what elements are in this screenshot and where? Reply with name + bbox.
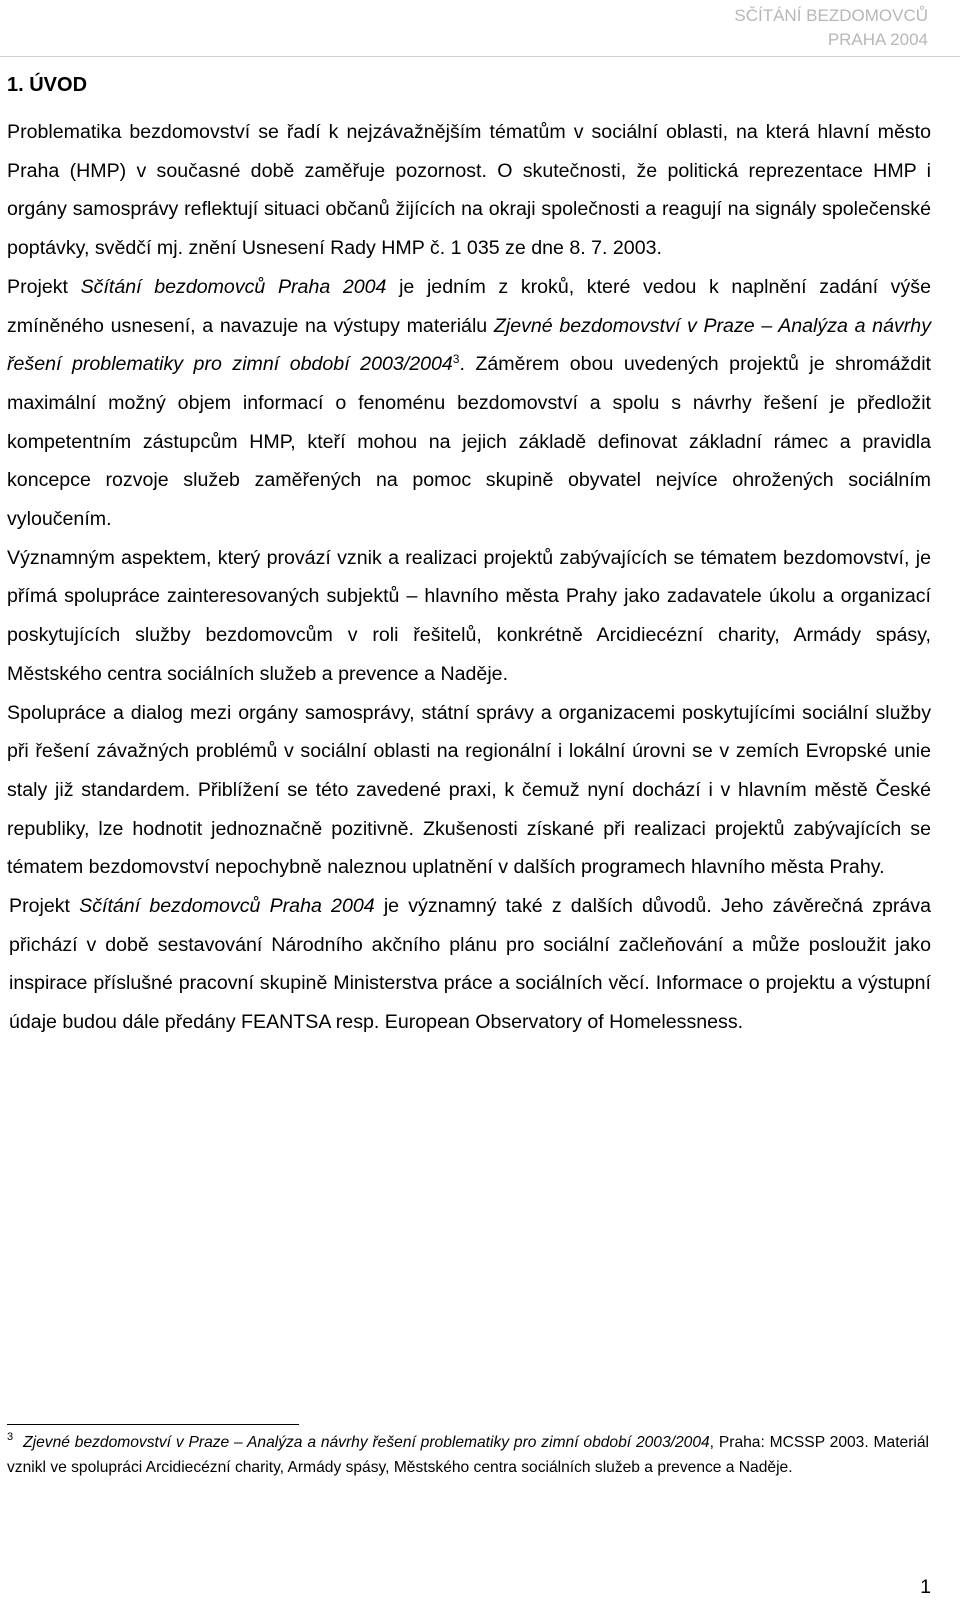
project-title-italic-2: Sčítání bezdomovců Praha 2004 (79, 895, 375, 918)
running-header (734, 4, 928, 52)
paragraph-intro: Problematika bezdomovství se řadí k nejzávažnějším tématům v sociální oblasti, na která hlavní město Praha (HMP) v současné době zaměřuje pozornost. O skutečnosti, že politická reprezentace HMP i orgány samosprávy reflektují situaci občanů žijících na okraji společnosti a reagují na signály společenské poptávky, svědčí mj. znění Usnesení Rady HMP č. 1 035 ze dne 8. 7. 2003. (7, 121, 931, 260)
paragraph-cooperation: Významným aspektem, který provází vznik a realizaci projektů zabývajících se tématem bezdomovství, je přímá spolupráce zainteresovaných subjektů – hlavního města Prahy jako zadavatele úkolu a organizací poskytujících služby bezdomovcům v roli řešitelů, konkrétně Arcidiecézní charity, Armády spásy, Městského centra sociálních služeb a prevence a Naděje. (7, 546, 931, 685)
paragraph-significance-text-a: Projekt (9, 895, 80, 918)
section-title: 1. ÚVOD (7, 74, 88, 96)
footnote (7, 1430, 929, 1480)
footnote-divider (7, 1424, 299, 1425)
running-header-title: SČÍTÁNÍ BEZDOMOVCŮ (734, 6, 928, 25)
paragraph-project-text-a: Projekt (7, 275, 81, 298)
paragraph-project (7, 268, 931, 539)
paragraph-significance-text-c: je významný také z dalších důvodů. Jeho závěrečná zpráva přichází v době sestavování Národního akčního plánu pro sociální začleňování a může posloužit jako inspirace příslušné pracovní skupině Ministerstva práce a sociálních věcí. Informace o projektu a výstupní údaje budou dále předány FEANTSA resp. European Observatory of Homelessness. (9, 895, 931, 1034)
material-title-italic: Zjevné bezdomovství v Praze – Analýza a návrhy řešení problematiky pro zimní období 2003/2004 (7, 314, 931, 376)
footnote-text: , Praha: MCSSP 2003. Materiál vznikl ve spolupráci Arcidiecézní charity, Armády spásy, Městského centra sociálních služeb a prevence a Naděje. (7, 1434, 929, 1476)
running-header-subtitle: PRAHA 2004 (827, 30, 928, 49)
header-divider (0, 56, 960, 57)
footnote-reference[interactable]: 3 (452, 352, 460, 367)
page-number: 1 (920, 1576, 931, 1598)
paragraph-project-text-c: je jedním z kroků, které vedou k naplnění zadání výše zmíněného usnesení, a navazuje na výstupy materiálu (7, 275, 931, 337)
paragraph-dialog: Spolupráce a dialog mezi orgány samosprávy, státní správy a organizacemi poskytujícími sociální služby při řešení závažných problémů v sociální oblasti na regionální i lokální úrovni se v zemích Evropské unie staly již standardem. Přiblížení se této zavedené praxi, k čemuž nyní dochází i v hlavním městě České republiky, lze hodnotit jednoznačně pozitivně. Zkušenosti získané při realizaci projektů zabývajících se tématem bezdomovství nepochybně naleznou uplatnění v dalších programech hlavního města Prahy. (7, 701, 931, 879)
paragraph-significance (7, 887, 931, 1042)
project-title-italic: Sčítání bezdomovců Praha 2004 (80, 275, 387, 298)
page-content (7, 70, 931, 1042)
footnote-marker: 3 (7, 1431, 14, 1443)
paragraph-project-text-e: . Záměrem obou uvedených projektů je shromáždit maximální možný objem informací o fenoménu bezdomovství a spolu s návrhy řešení je předložit kompetentním zástupcům HMP, kteří mohou na jejich základě definovat základní rámec a pravidla koncepce rozvoje služeb zaměřených na pomoc skupině obyvatel nejvíce ohrožených sociálním vyloučením. (7, 353, 931, 531)
footnote-title-italic: Zjevné bezdomovství v Praze – Analýza a návrhy řešení problematiky pro zimní období 2003/2004 (23, 1434, 710, 1451)
